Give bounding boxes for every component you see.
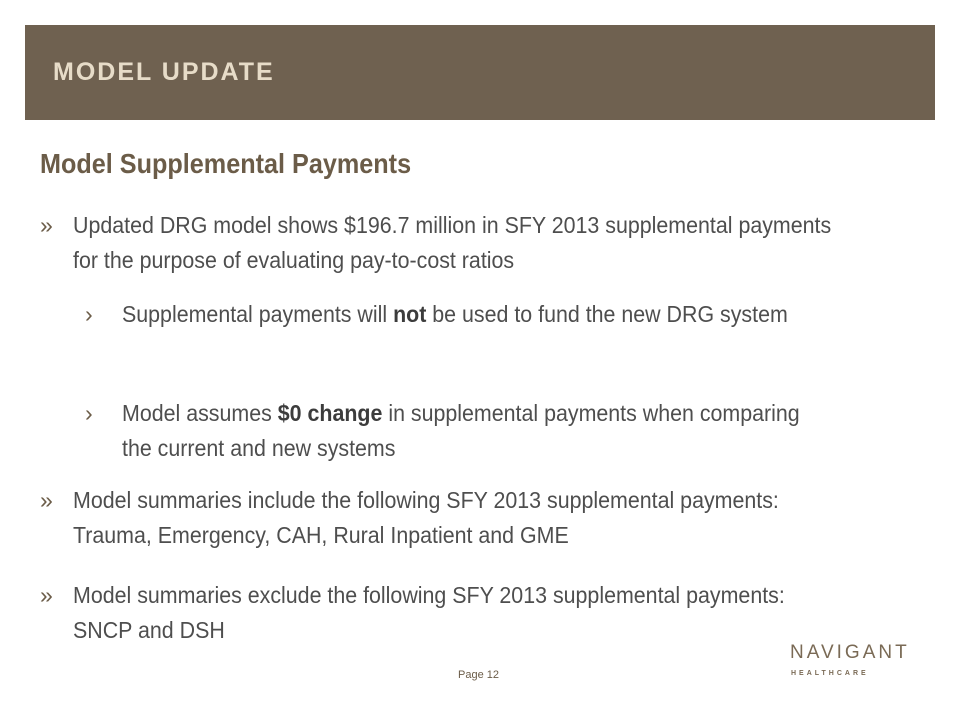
logo-wordmark: NAVIGANT — [790, 642, 910, 663]
logo-subtext: HEALTHCARE — [791, 670, 869, 677]
sub-bullet-text: Model assumes $0 change in supplemental payments when comparing the current and new systems — [122, 400, 800, 461]
header-bar — [25, 25, 935, 120]
bullet-marker: » — [40, 212, 53, 238]
bullet-marker: » — [40, 487, 53, 513]
bullet-text: Updated DRG model shows $196.7 million in SFY 2013 supplemental payments for the purpose of evaluating pay-to-cost ratios — [73, 212, 832, 273]
emphasis-text: not — [393, 301, 427, 327]
navigant-logo — [790, 642, 915, 684]
slide-heading: Model Supplemental Payments — [40, 148, 412, 179]
sub-bullet-marker: › — [85, 301, 93, 327]
page-number: Page 12 — [458, 669, 499, 681]
emphasis-text: $0 change — [277, 400, 383, 426]
section-title: MODEL UPDATE — [53, 58, 275, 86]
sub-bullet-marker: › — [85, 400, 93, 426]
sub-bullet-text: Supplemental payments will not be used to fund the new DRG system — [122, 301, 788, 327]
bullet-text: Model summaries exclude the following SFY 2013 supplemental payments: SNCP and DSH — [73, 582, 785, 643]
bullet-marker: » — [40, 582, 53, 608]
bullet-text: Model summaries include the following SFY 2013 supplemental payments: Trauma, Emergency, CAH, Rural Inpatient and GME — [73, 487, 779, 548]
